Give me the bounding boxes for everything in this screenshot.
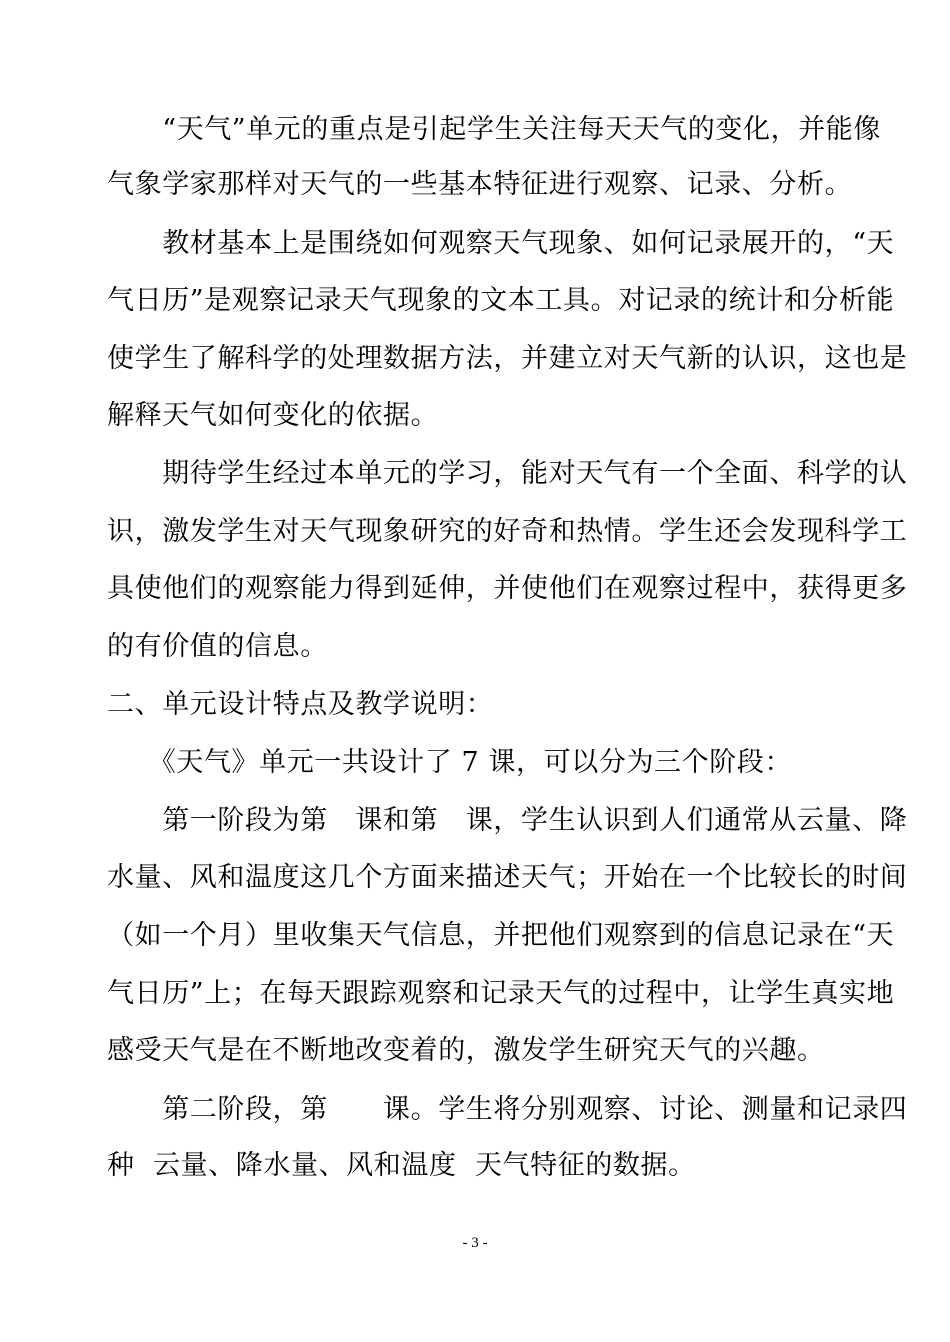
page-number: - 3 - bbox=[462, 1235, 488, 1251]
text-line: 具使他们的观察能力得到延伸，并使他们在观察过程中，获得更多 bbox=[107, 573, 908, 604]
text-line: 第二阶段，第 课。学生将分别观察、讨论、测量和记录四 bbox=[107, 1094, 908, 1125]
text-line: 识，激发学生对天气现象研究的好奇和热情。学生还会发现科学工 bbox=[107, 516, 908, 547]
text-line: 的有价值的信息。 bbox=[107, 631, 328, 662]
text-line: 种 云量、降水量、风和温度 天气特征的数据。 bbox=[107, 1150, 696, 1181]
text-line: 期待学生经过本单元的学习，能对天气有一个全面、科学的认 bbox=[107, 458, 908, 489]
text-line: “天气”单元的重点是引起学生关注每天天气的变化，并能像 bbox=[107, 114, 882, 145]
text-line: 教材基本上是围绕如何观察天气现象、如何记录展开的，“天 bbox=[107, 228, 895, 259]
section-heading: 二、单元设计特点及教学说明： bbox=[107, 689, 494, 720]
text-line: 第一阶段为第 课和第 课，学生认识到人们通常从云量、降 bbox=[107, 805, 908, 836]
text-line: 《天气》单元一共设计了 7 课，可以分为三个阶段： bbox=[107, 747, 793, 778]
text-line: 气象学家那样对天气的一些基本特征进行观察、记录、分析。 bbox=[107, 169, 853, 200]
text-line: 气日历”上；在每天跟踪观察和记录天气的过程中，让学生真实地 bbox=[107, 978, 895, 1009]
text-line: 解释天气如何变化的依据。 bbox=[107, 400, 439, 431]
text-line: 使学生了解科学的处理数据方法，并建立对天气新的认识，这也是 bbox=[107, 343, 908, 374]
text-line: （如一个月）里收集天气信息，并把他们观察到的信息记录在“天 bbox=[107, 920, 895, 951]
text-line: 感受天气是在不断地改变着的，激发学生研究天气的兴趣。 bbox=[107, 1035, 825, 1066]
text-line: 水量、风和温度这几个方面来描述天气；开始在一个比较长的时间 bbox=[107, 862, 908, 893]
text-line: 气日历”是观察记录天气现象的文本工具。对记录的统计和分析能 bbox=[107, 285, 895, 316]
